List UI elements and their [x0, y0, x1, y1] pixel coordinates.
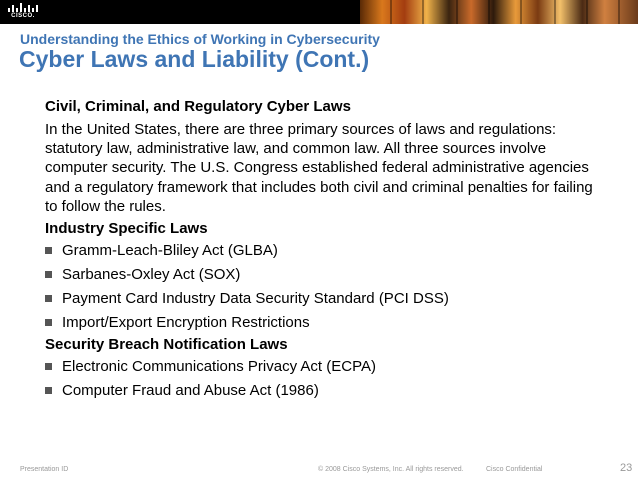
- list-item: Electronic Communications Privacy Act (ECPA): [45, 355, 605, 379]
- page-number: 23: [620, 462, 633, 474]
- square-bullet-icon: [45, 295, 52, 302]
- section-paragraph-civil: In the United States, there are three primary sources of laws and regulations: statutory law, administrative law, and common law. All three sources involve computer security. The U.S. Congress established federal administrative agencies and a regulatory framework that includes both civil and criminal penalties for failing to follow the rules.: [45, 121, 593, 215]
- list-item: Sarbanes-Oxley Act (SOX): [45, 263, 605, 287]
- breach-laws-list: [45, 355, 605, 403]
- slide-body: [45, 97, 605, 403]
- footer-copyright: © 2008 Cisco Systems, Inc. All rights reserved.: [318, 466, 464, 473]
- square-bullet-icon: [45, 363, 52, 370]
- square-bullet-icon: [45, 319, 52, 326]
- square-bullet-icon: [45, 271, 52, 278]
- square-bullet-icon: [45, 247, 52, 254]
- header-photo-strip: [360, 0, 638, 24]
- slide-subtitle: Understanding the Ethics of Working in Cybersecurity: [20, 31, 380, 47]
- list-item: Payment Card Industry Data Security Standard (PCI DSS): [45, 287, 605, 311]
- list-item: Import/Export Encryption Restrictions: [45, 311, 605, 335]
- footer-presentation-id: Presentation ID: [20, 466, 69, 473]
- section-heading-breach: Security Breach Notification Laws: [45, 336, 288, 354]
- list-item: Computer Fraud and Abuse Act (1986): [45, 379, 605, 403]
- industry-laws-list: [45, 239, 605, 335]
- cisco-logo: [6, 3, 40, 21]
- header-banner: [0, 0, 638, 24]
- square-bullet-icon: [45, 387, 52, 394]
- slide-title: Cyber Laws and Liability (Cont.): [19, 46, 370, 72]
- cisco-logo-text: CISCO.: [11, 13, 35, 19]
- section-heading-industry: Industry Specific Laws: [45, 220, 208, 238]
- section-heading-civil: Civil, Criminal, and Regulatory Cyber Laws: [45, 98, 351, 115]
- footer-confidential: Cisco Confidential: [486, 466, 543, 473]
- cisco-bars-icon: [8, 3, 38, 13]
- list-item: Gramm-Leach-Bliley Act (GLBA): [45, 239, 605, 263]
